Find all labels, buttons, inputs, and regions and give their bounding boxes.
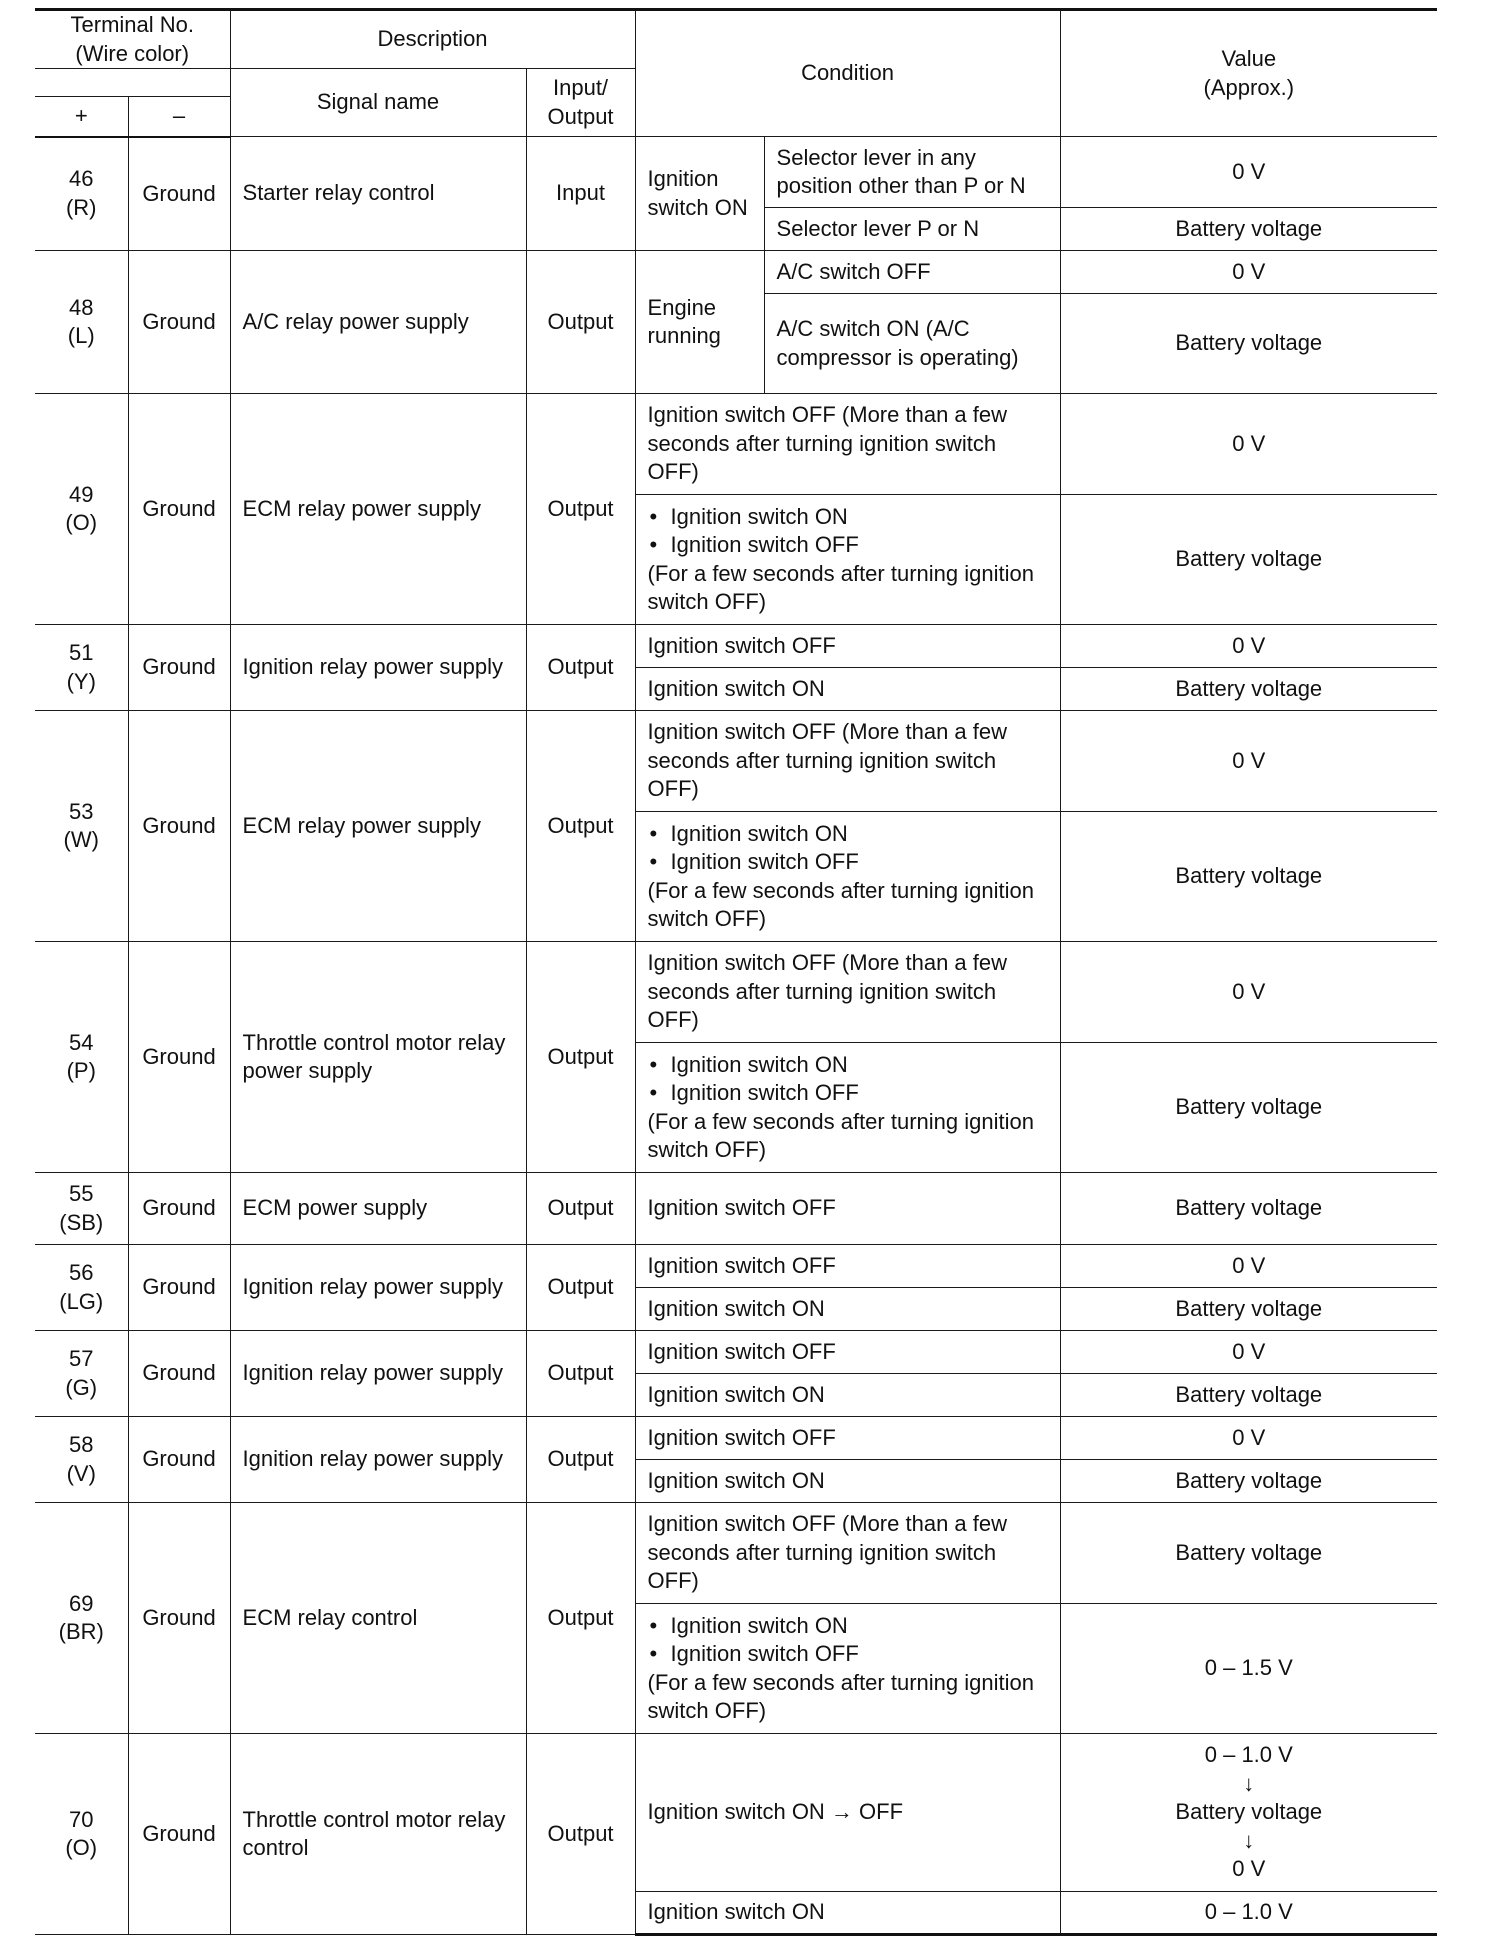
table-row [35,625,1437,668]
terminal-cell: 51 (Y) [35,625,128,711]
ground-cell: Ground [128,942,230,1173]
value-cell: Battery voltage [1060,495,1437,625]
value-cell: Battery voltage [1060,1288,1437,1331]
table-row [35,1503,1437,1604]
value-cell: 0 V [1060,1245,1437,1288]
terminal-cell: 48 (L) [35,251,128,394]
condition-cell: Ignition switch OFF [635,1331,1060,1374]
header-minus: – [128,97,230,137]
table-row [35,1173,1437,1245]
condition-cell: Ignition switch OFF (More than a few seconds after turning ignition switch OFF) [635,711,1060,812]
terminal-cell: 53 (W) [35,711,128,942]
value-cell: 0 – 1.5 V [1060,1604,1437,1734]
condition-group-cell: Engine running [635,251,764,394]
io-cell: Output [526,251,635,394]
table-row [35,711,1437,812]
condition-cell: • Ignition switch ON • Ignition switch OFF (For a few seconds after turning ignition switch OFF) [635,1604,1060,1734]
value-cell: 0 – 1.0 V ↓ Battery voltage ↓ 0 V [1060,1734,1437,1892]
condition-group-cell: Ignition switch ON [635,137,764,251]
value-cell: Battery voltage [1060,812,1437,942]
io-cell: Input [526,137,635,251]
ground-cell: Ground [128,1503,230,1734]
value-cell: Battery voltage [1060,1374,1437,1417]
condition-cell: A/C switch OFF [764,251,1060,294]
table-row [35,1417,1437,1460]
ground-cell: Ground [128,251,230,394]
condition-cell: Ignition switch OFF [635,1417,1060,1460]
value-cell: Battery voltage [1060,668,1437,711]
value-cell: 0 V [1060,394,1437,495]
value-cell: 0 V [1060,942,1437,1043]
condition-cell: Ignition switch ON [635,1288,1060,1331]
io-cell: Output [526,1245,635,1331]
ground-cell: Ground [128,1417,230,1503]
header-terminal: Terminal No. (Wire color) [35,10,230,69]
condition-cell: • Ignition switch ON • Ignition switch OFF (For a few seconds after turning ignition switch OFF) [635,495,1060,625]
value-cell: 0 V [1060,1417,1437,1460]
arrow-down-icon: ↓ [1243,1827,1255,1853]
io-cell: Output [526,1331,635,1417]
condition-cell: Ignition switch ON [635,1892,1060,1935]
io-cell: Output [526,1173,635,1245]
signal-cell: ECM relay power supply [230,711,526,942]
signal-cell: Throttle control motor relay power supply [230,942,526,1173]
table-row [35,251,1437,294]
condition-cell: Selector lever P or N [764,208,1060,251]
table-row [35,1734,1437,1892]
ground-cell: Ground [128,137,230,251]
condition-cell: • Ignition switch ON • Ignition switch OFF (For a few seconds after turning ignition switch OFF) [635,1043,1060,1173]
value-cell: Battery voltage [1060,208,1437,251]
terminal-cell: 54 (P) [35,942,128,1173]
condition-cell: Ignition switch ON → OFF [635,1734,1060,1892]
io-cell: Output [526,1734,635,1935]
signal-cell: Starter relay control [230,137,526,251]
table-row [35,942,1437,1043]
signal-cell: Ignition relay power supply [230,1245,526,1331]
value-cell: Battery voltage [1060,1460,1437,1503]
header-plus: + [35,97,128,137]
header-description: Description [230,10,635,69]
io-cell: Output [526,394,635,625]
io-cell: Output [526,711,635,942]
table-row [35,137,1437,208]
condition-cell: Ignition switch ON [635,668,1060,711]
signal-cell: ECM relay control [230,1503,526,1734]
value-cell: 0 – 1.0 V [1060,1892,1437,1935]
signal-cell: Ignition relay power supply [230,1417,526,1503]
condition-cell: Ignition switch ON [635,1374,1060,1417]
header-value: Value (Approx.) [1060,10,1437,137]
value-cell: 0 V [1060,711,1437,812]
header-input-output: Input/ Output [526,69,635,137]
ground-cell: Ground [128,625,230,711]
io-cell: Output [526,625,635,711]
terminal-cell: 49 (O) [35,394,128,625]
table-row [35,394,1437,495]
signal-cell: ECM relay power supply [230,394,526,625]
terminal-cell: 46 (R) [35,137,128,251]
condition-cell: Ignition switch ON [635,1460,1060,1503]
condition-cell: Ignition switch OFF (More than a few seconds after turning ignition switch OFF) [635,942,1060,1043]
table-row [35,1331,1437,1374]
condition-cell: Ignition switch OFF (More than a few seconds after turning ignition switch OFF) [635,394,1060,495]
condition-cell: • Ignition switch ON • Ignition switch OFF (For a few seconds after turning ignition switch OFF) [635,812,1060,942]
signal-cell: ECM power supply [230,1173,526,1245]
io-cell: Output [526,1417,635,1503]
header-condition: Condition [635,10,1060,137]
terminal-cell: 55 (SB) [35,1173,128,1245]
io-cell: Output [526,1503,635,1734]
value-cell: Battery voltage [1060,1173,1437,1245]
signal-cell: Throttle control motor relay control [230,1734,526,1935]
ground-cell: Ground [128,1173,230,1245]
terminal-spec-table [35,8,1437,1936]
value-cell: 0 V [1060,137,1437,208]
value-cell: 0 V [1060,625,1437,668]
ground-cell: Ground [128,1245,230,1331]
terminal-cell: 70 (O) [35,1734,128,1935]
value-cell: 0 V [1060,1331,1437,1374]
condition-cell: Ignition switch OFF [635,625,1060,668]
arrow-down-icon: ↓ [1243,1770,1255,1796]
ground-cell: Ground [128,394,230,625]
condition-cell: Ignition switch OFF (More than a few seconds after turning ignition switch OFF) [635,1503,1060,1604]
value-cell: 0 V [1060,251,1437,294]
condition-cell: Ignition switch OFF [635,1245,1060,1288]
signal-cell: A/C relay power supply [230,251,526,394]
value-cell: Battery voltage [1060,1043,1437,1173]
ground-cell: Ground [128,711,230,942]
terminal-cell: 57 (G) [35,1331,128,1417]
value-cell: Battery voltage [1060,1503,1437,1604]
ground-cell: Ground [128,1734,230,1935]
condition-cell: Selector lever in any position other than P or N [764,137,1060,208]
terminal-cell: 56 (LG) [35,1245,128,1331]
terminal-cell: 69 (BR) [35,1503,128,1734]
condition-cell: A/C switch ON (A/C compressor is operating) [764,294,1060,394]
ground-cell: Ground [128,1331,230,1417]
header-terminal-cont [35,69,230,97]
io-cell: Output [526,942,635,1173]
value-cell: Battery voltage [1060,294,1437,394]
table-row [35,1245,1437,1288]
signal-cell: Ignition relay power supply [230,1331,526,1417]
header-signal-name: Signal name [230,69,526,137]
signal-cell: Ignition relay power supply [230,625,526,711]
terminal-cell: 58 (V) [35,1417,128,1503]
condition-cell: Ignition switch OFF [635,1173,1060,1245]
